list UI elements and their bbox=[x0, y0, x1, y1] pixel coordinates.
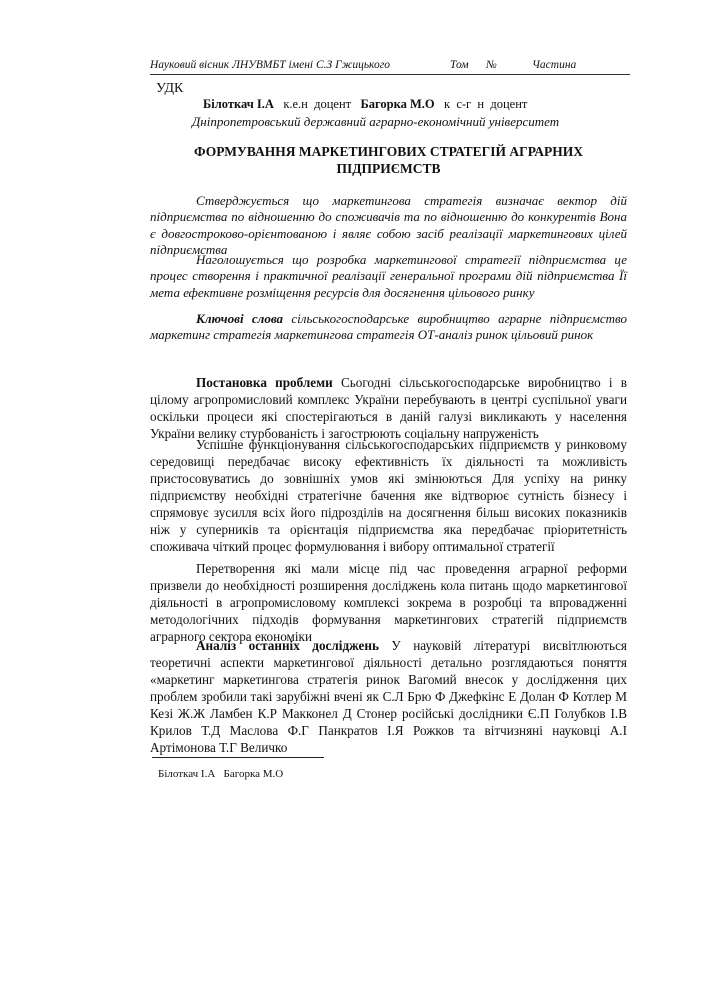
number-label: № bbox=[486, 59, 497, 71]
volume-label: Том bbox=[450, 59, 469, 71]
footnote-divider bbox=[152, 757, 324, 758]
udk-label: УДК bbox=[156, 81, 184, 96]
author1-degree: к.е.н доцент bbox=[283, 97, 352, 111]
body-paragraph-2 bbox=[150, 436, 627, 555]
author1-name: Білоткач І.А bbox=[203, 97, 274, 111]
body-paragraph-1 bbox=[150, 374, 627, 442]
footnote: Білоткач І.А Багорка М.О bbox=[158, 768, 284, 780]
body-text-4: У науковій літературі висвітлюються теоретичні аспекти маркетингової діяльності детально розглядаються поняття «маркетинг маркетингова стратегія ринок Вагомий внесок у дослідження цих проблем зробили такі зарубіжні вчені як С.Л Брю Ф Джефкінс Е Долан Ф Котлер М Кезі Ж.Ж Ламбен К.Р Макконел Д Стонер російські дослідники Є.П Голубков І.В Крилов Т.Д Маслова Ф.Г Панкратов І.Я Рожков та вітчизняні науковці А.І Артімонова Т.Г Величко bbox=[150, 638, 627, 755]
author2-degree: к с-г н доцент bbox=[444, 97, 528, 111]
body-text-1: Сьогодні сільськогосподарське виробництво і в цілому агропромисловий комплекс України перебувають в центрі суспільної уваги оскільки процеси які спостерігаються в даній галузі викликають у населення України велику стурбованість і загострюють соціальну напруженість bbox=[150, 375, 627, 441]
abstract-paragraph-1 bbox=[150, 193, 627, 258]
journal-name: Науковий вісник ЛНУВМБТ імені С.З Гжицького bbox=[150, 59, 390, 71]
keywords-label: Ключові слова bbox=[196, 311, 284, 326]
body-text-2: Успішне функціонування сільськогосподарських підприємств у ринковому середовищі передбачає високу ефективність їх діяльності та можливість пристосовуватись до зовнішніх умов які змінюються Для успіху на ринку підприємству необхідні стратегічне бачення яке відтворює сутність бізнесу і спрямовує зусилля всіх його підрозділів на досягнення більш високих показників ніж у суперників та орієнтація підприємства яка передбачає пріоритетність споживача чіткий процес формулювання і вибору оптимальної стратегії bbox=[150, 437, 627, 554]
author2-name: Багорка М.О bbox=[360, 97, 435, 111]
running-header bbox=[150, 58, 630, 75]
body-paragraph-3 bbox=[150, 560, 627, 645]
abstract-paragraph-2 bbox=[150, 252, 627, 301]
section-heading-analysis: Аналіз останніх досліджень bbox=[196, 638, 379, 653]
authors-line bbox=[203, 97, 527, 112]
paper-title: ФОРМУВАННЯ МАРКЕТИНГОВИХ СТРАТЕГІЙ АГРАРНИХ ПІДПРИЄМСТВ bbox=[193, 144, 583, 176]
part-label: Частина bbox=[532, 59, 577, 71]
affiliation: Дніпропетровський державний аграрно-економічний університет bbox=[192, 114, 560, 129]
section-heading-problem: Постановка проблеми bbox=[196, 375, 333, 390]
body-text-3: Перетворення які мали місце під час проведення аграрної реформи призвели до необхідності розширення досліджень кола питань щодо маркетингової діяльності в агропромисловому комплексі зокрема в розробці та впровадженні методологічних підходів формування маркетингових стратегій підприємств аграрного сектора економіки bbox=[150, 561, 627, 644]
abstract-text-2: Наголошується що розробка маркетингової стратегії підприємства це процес створення і практичної реалізації генеральної програми дій підприємства Її мета ефективне розміщення ресурсів для досягнення цільового ринку bbox=[150, 252, 627, 300]
keywords-list: сільськогосподарське виробництво аграрне підприємство маркетинг стратегія маркетингова стратегія ОТ-аналіз ринок цільовий ринок bbox=[150, 311, 628, 343]
abstract-text-1: Стверджується що маркетингова стратегія визначає вектор дій підприємства по відношенню до споживачів та по відношенню до конкурентів Вона є довгостроково-орієнтованою і являє собою засіб реалізації маркетингових цілей підприємства bbox=[150, 193, 627, 257]
keywords-paragraph bbox=[150, 311, 627, 344]
body-paragraph-4 bbox=[150, 637, 627, 756]
